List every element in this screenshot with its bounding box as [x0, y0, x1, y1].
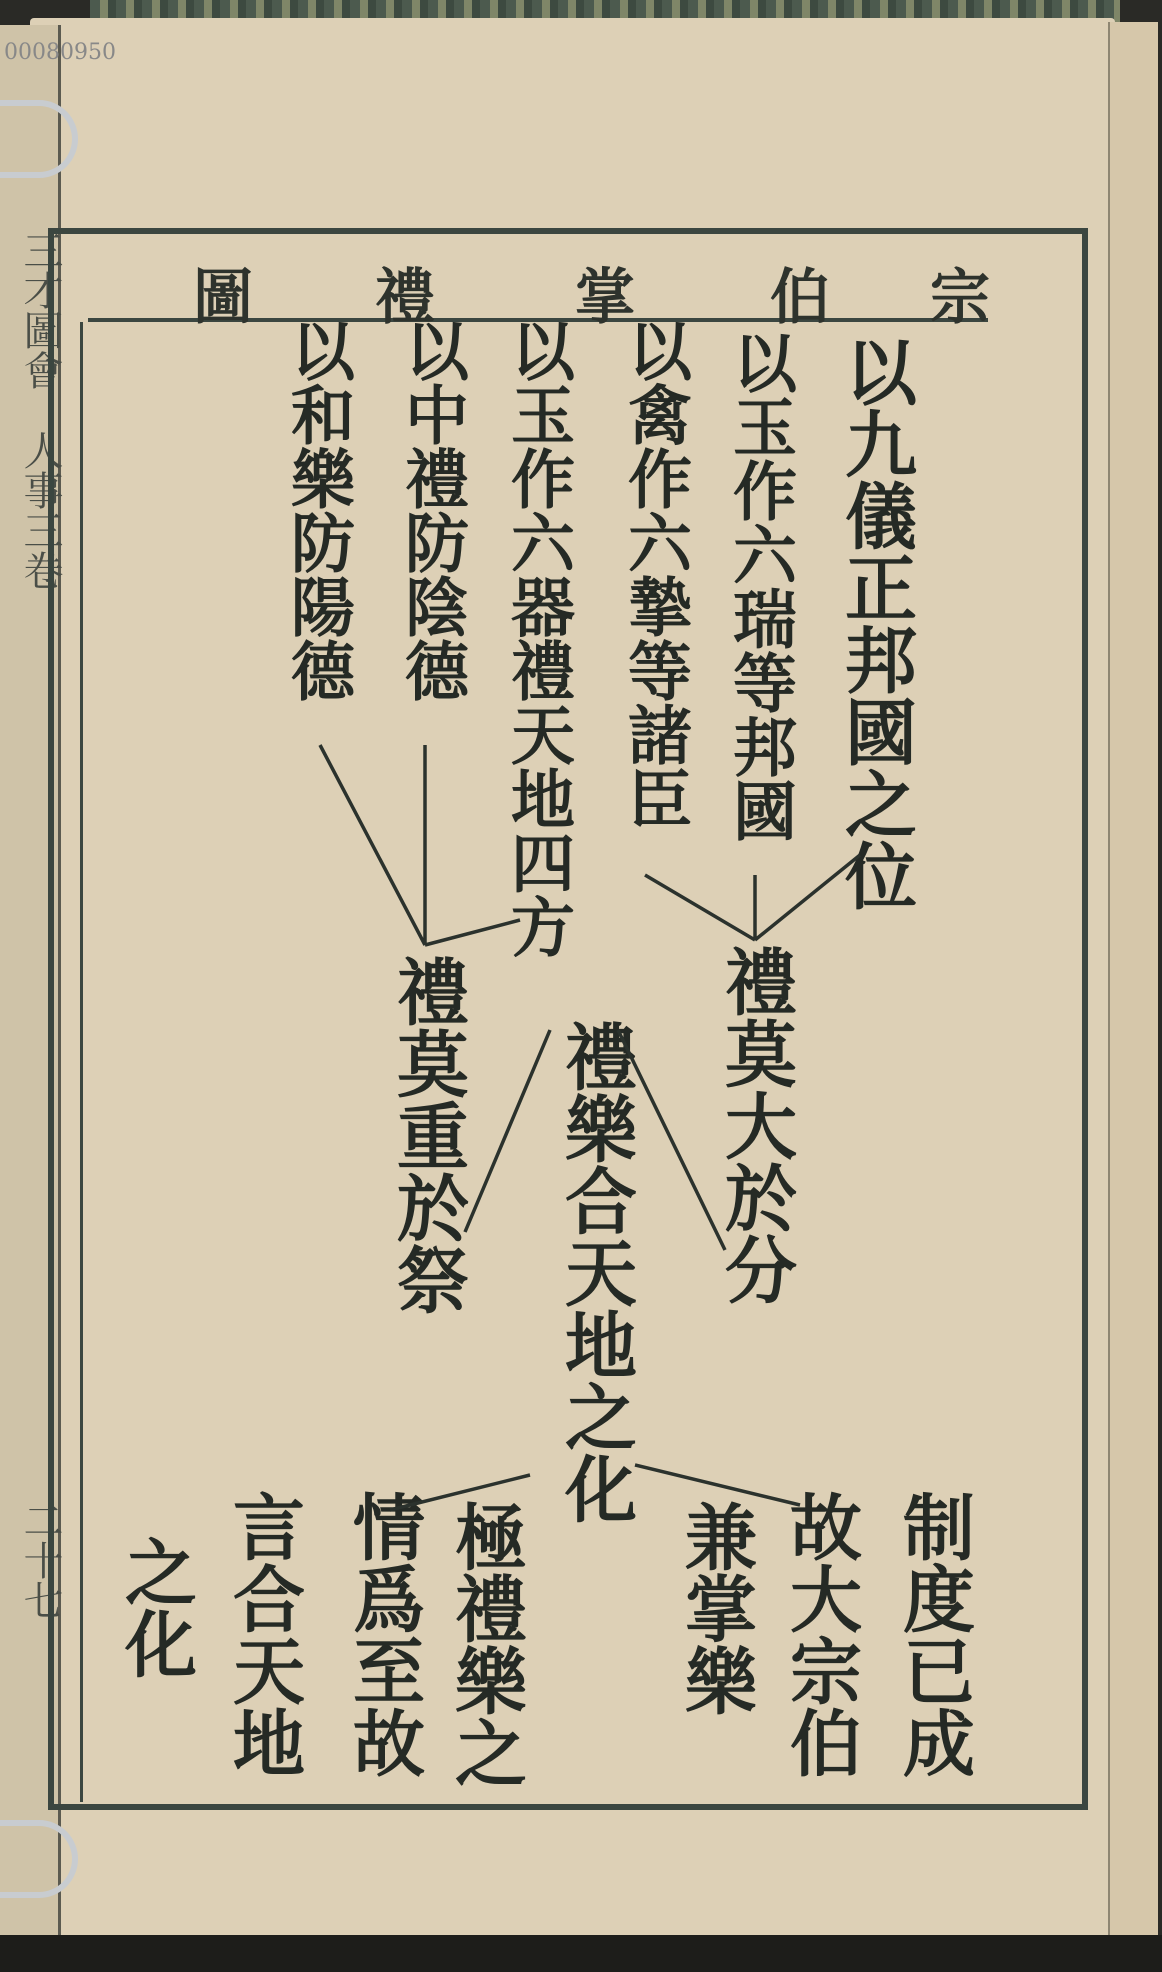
diagram-node: 以玉作六器禮天地四方 — [500, 318, 575, 958]
diagram-node: 以中禮防陰德 — [394, 318, 469, 702]
binding-clip-icon — [0, 1820, 78, 1898]
bottom-text-col: 極禮樂之 — [443, 1500, 528, 1788]
diagram-node: 以禽作六摯等諸臣 — [617, 318, 692, 830]
bottom-text-col: 情爲至故 — [341, 1490, 426, 1778]
next-page-edge — [1108, 22, 1158, 1952]
diagram-node: 以玉作六瑞等邦國 — [722, 330, 797, 842]
bottom-text-col: 故大宗伯 — [778, 1490, 863, 1778]
title-char: 禮 — [375, 263, 435, 333]
scan-bottom-border — [0, 1935, 1162, 1972]
title-char: 伯 — [770, 263, 830, 333]
bottom-text-col: 兼掌樂 — [673, 1500, 758, 1716]
diagram-result: 禮莫重於祭 — [385, 955, 470, 1315]
diagram-node: 以和樂防陽德 — [280, 318, 355, 702]
diagram-result: 禮莫大於分 — [713, 945, 798, 1305]
title-char: 掌 — [575, 263, 635, 333]
scan-code: 00080950 — [4, 40, 116, 65]
bottom-text-col: 言合天地 — [221, 1490, 306, 1778]
bottom-text-col: 之化 — [113, 1535, 198, 1679]
diagram-node: 以九儀正邦國之位 — [833, 335, 918, 911]
bottom-text-col: 制度已成 — [891, 1490, 976, 1778]
title-char: 圖 — [193, 263, 253, 333]
diagram-center: 禮樂合天地之化 — [553, 1020, 638, 1524]
title-char: 宗 — [930, 263, 990, 333]
margin-title: 三才圖會 人事三卷 — [17, 230, 63, 590]
binding-clip-icon — [0, 100, 78, 178]
inner-margin-line — [80, 322, 83, 1802]
page-number: 二十七 — [17, 1500, 63, 1620]
